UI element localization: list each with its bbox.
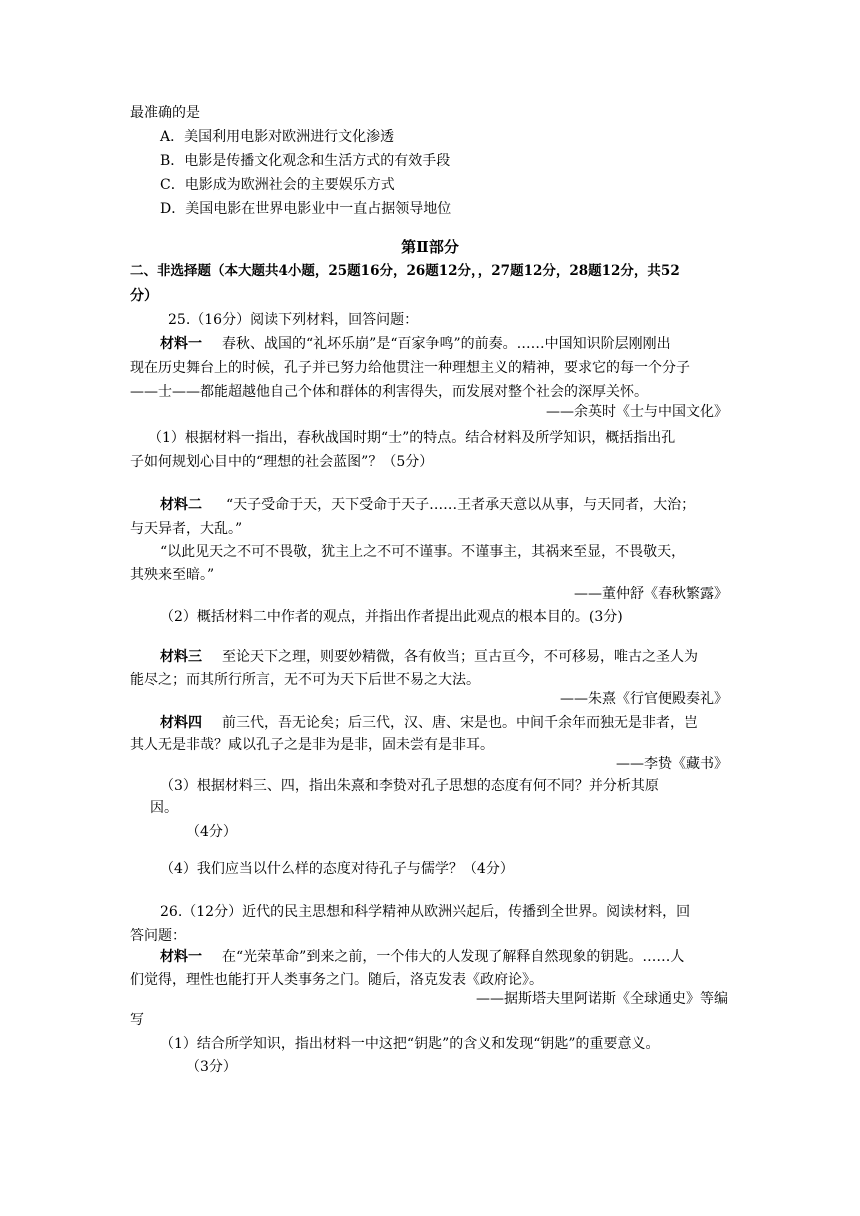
material-label: 材料四 (160, 715, 202, 731)
q26-intro: 26.（12分）近代的民主思想和科学精神从欧洲兴起后，传播到全世界。阅读材料，回 (160, 904, 691, 920)
option-b: B．电影是传播文化观念和生活方式的有效手段 (160, 153, 451, 169)
sub-question: （4）我们应当以什么样的态度对待孔子与儒学？（4分） (160, 861, 514, 877)
q25-intro: 25.（16分）阅读下列材料，回答问题： (168, 312, 419, 328)
option-d: D．美国电影在世界电影业中一直占据领导地位 (160, 201, 452, 217)
question-stem: 最准确的是 (130, 105, 200, 121)
sub-question: （3分） (186, 1059, 237, 1075)
material-text: 与天异者，大乱。” (130, 521, 243, 537)
material-text: “天子受命于天，天下受命于天子……王者承天意以从事，与天同者，大治； (226, 497, 696, 513)
material-source: ——董仲舒《春秋繁露》 (574, 586, 728, 602)
sub-question: （3）根据材料三、四，指出朱熹和李贽对孔子思想的态度有何不同？并分析其原 (160, 778, 659, 794)
section-header-cont: 分） (130, 288, 158, 304)
sub-question: （2）概括材料二中作者的观点，并指出作者提出此观点的根本目的。(3分) (160, 609, 623, 625)
material-label: 材料二 (160, 497, 202, 513)
material-text: 其人无是非哉？咸以孔子之是非为是非，固未尝有是非耳。 (130, 737, 494, 753)
material-source-cont: 写 (130, 1012, 144, 1028)
material-text: 们觉得，理性也能打开人类事务之门。随后，洛克发表《政府论》。 (130, 972, 543, 988)
q26-intro: 答问题： (130, 928, 186, 944)
sub-question: 子如何规划心目中的“理想的社会蓝图”？（5分） (130, 454, 434, 470)
material-text: 现在历史舞台上的时候，孔子并已努力给他贯注一种理想主义的精神，要求它的每一个分子 (130, 360, 690, 376)
sub-question: （1）结合所学知识，指出材料一中这把“钥匙”的含义和发现“钥匙”的重要意义。 (160, 1036, 660, 1052)
material-source: ——朱熹《行官便殿奏礼》 (560, 691, 728, 707)
material-label: 材料一 (160, 336, 202, 352)
material-text: 能尽之；而其所行所言，无不可为天下后世不易之大法。 (130, 672, 480, 688)
material-text: 至论天下之理，则要妙精微，各有攸当；亘古亘今，不可移易，唯古之圣人为 (222, 649, 698, 665)
material-source: ——据斯塔夫里阿诺斯《全球通史》等编 (476, 991, 728, 1007)
material-text: 在“光荣革命”到来之前，一个伟大的人发现了解释自然现象的钥匙。……人 (222, 949, 685, 965)
material-text: “以此见天之不可不畏敬，犹主上之不可不谨事。不谨事主，其祸来至显，不畏敬天， (160, 544, 686, 560)
material-source: ——李贽《藏书》 (616, 756, 728, 772)
sub-question: （1）根据材料一指出，春秋战国时期“士”的特点。结合材料及所学知识，概括指出孔 (148, 430, 676, 446)
option-c: C．电影成为欧洲社会的主要娱乐方式 (160, 177, 395, 193)
material-source: ——余英时《士与中国文化》 (546, 404, 728, 420)
material-label: 材料三 (160, 649, 202, 665)
material-text: 前三代，吾无论矣；后三代，汉、唐、宋是也。中间千余年而独无是非者，岂 (222, 715, 698, 731)
material-text: ——士——都能超越他自己个体和群体的利害得失，而发展对整个社会的深厚关怀。 (130, 384, 648, 400)
section-header: 二、非选择题（本大题共4小题，25题16分，26题12分，，27题12分，28题12分，共52 (130, 263, 680, 279)
sub-question: （4分） (186, 824, 237, 840)
material-text: 其殃来至暗。” (130, 567, 215, 583)
part-title: 第Ⅱ部分 (401, 238, 459, 256)
material-label: 材料一 (160, 949, 202, 965)
option-a: A．美国利用电影对欧洲进行文化渗透 (160, 129, 395, 145)
sub-question: 因。 (150, 800, 178, 816)
material-text: 春秋、战国的“礼坏乐崩”是“百家争鸣”的前奏。……中国知识阶层刚刚出 (222, 336, 671, 352)
